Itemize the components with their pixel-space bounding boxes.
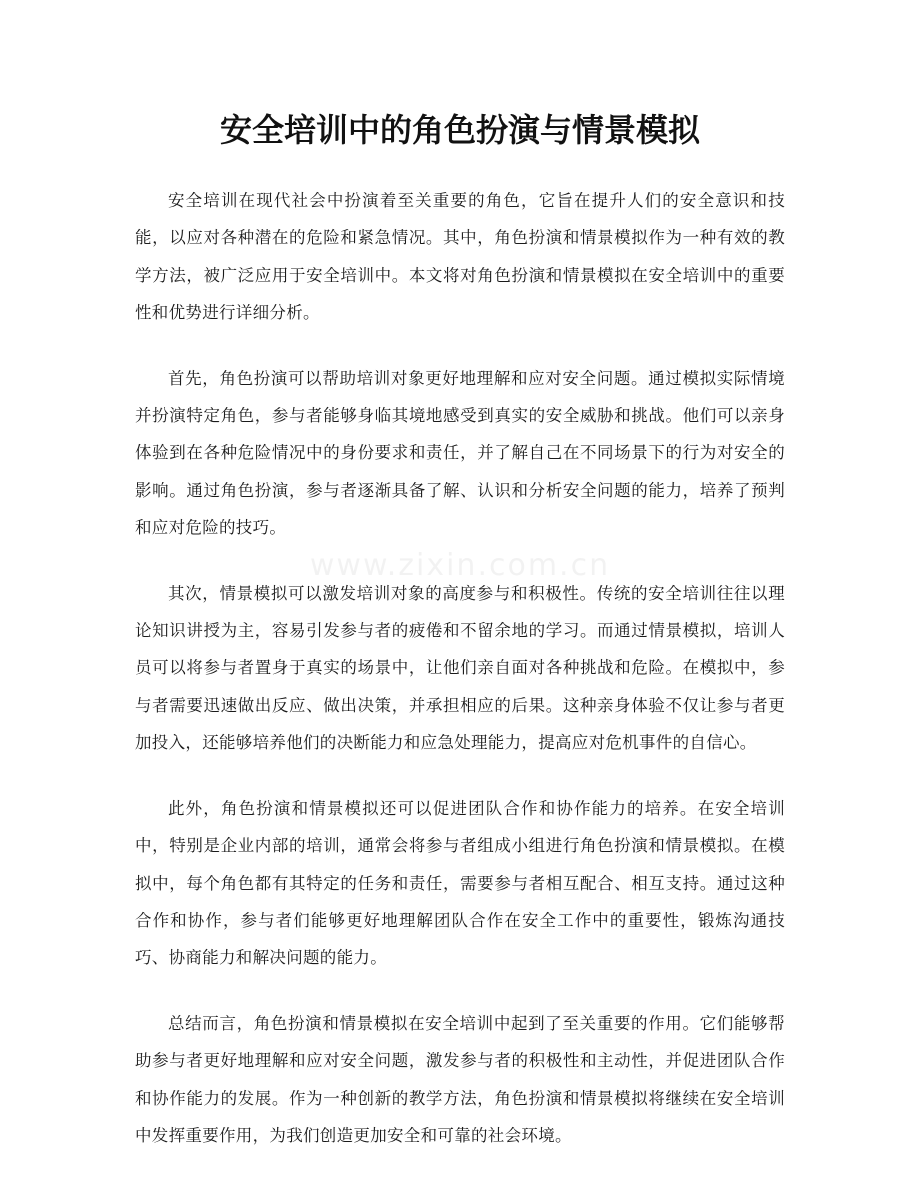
paragraph-intro: 安全培训在现代社会中扮演着至关重要的角色，它旨在提升人们的安全意识和技能，以应对各种潜在的危险和紧急情况。其中，角色扮演和情景模拟作为一种有效的教学方法，被广泛应用于安全培训中。本文将对角色扮演和情景模拟在安全培训中的重要性和优势进行详细分析。 (135, 191, 785, 323)
document-body (135, 182, 785, 1182)
paragraph-conclusion: 总结而言，角色扮演和情景模拟在安全培训中起到了至关重要的作用。它们能够帮助参与者更好地理解和应对安全问题，激发参与者的积极性和主动性，并促进团队合作和协作能力的发展。作为一种创新的教学方法，角色扮演和情景模拟将继续在安全培训中发挥重要作用，为我们创造更加安全和可靠的社会环境。 (135, 1013, 785, 1145)
paragraph-second: 其次，情景模拟可以激发培训对象的高度参与和积极性。传统的安全培训往往以理论知识讲授为主，容易引发参与者的疲倦和不留余地的学习。而通过情景模拟，培训人员可以将参与者置身于真实的场景中，让他们亲自面对各种挑战和危险。在模拟中，参与者需要迅速做出反应、做出决策，并承担相应的后果。这种亲身体验不仅让参与者更加投入，还能够培养他们的决断能力和应急处理能力，提高应对危机事件的自信心。 (135, 583, 785, 753)
watermark: www.zixin.com.cn (309, 548, 611, 583)
paragraph-first: 首先，角色扮演可以帮助培训对象更好地理解和应对安全问题。通过模拟实际情境并扮演特定角色，参与者能够身临其境地感受到真实的安全威胁和挑战。他们可以亲身体验到在各种危险情况中的身份要求和责任，并了解自己在不同场景下的行为对安全的影响。通过角色扮演，参与者逐渐具备了解、认识和分析安全问题的能力，培养了预判和应对危险的技巧。 (135, 368, 785, 538)
document-title: 安全培训中的角色扮演与情景模拟 (219, 111, 700, 149)
paragraph-third: 此外，角色扮演和情景模拟还可以促进团队合作和协作能力的培养。在安全培训中，特别是企业内部的培训，通常会将参与者组成小组进行角色扮演和情景模拟。在模拟中，每个角色都有其特定的任务和责任，需要参与者相互配合、相互支持。通过这种合作和协作，参与者们能够更好地理解团队合作在安全工作中的重要性，锻炼沟通技巧、协商能力和解决问题的能力。 (135, 798, 785, 968)
